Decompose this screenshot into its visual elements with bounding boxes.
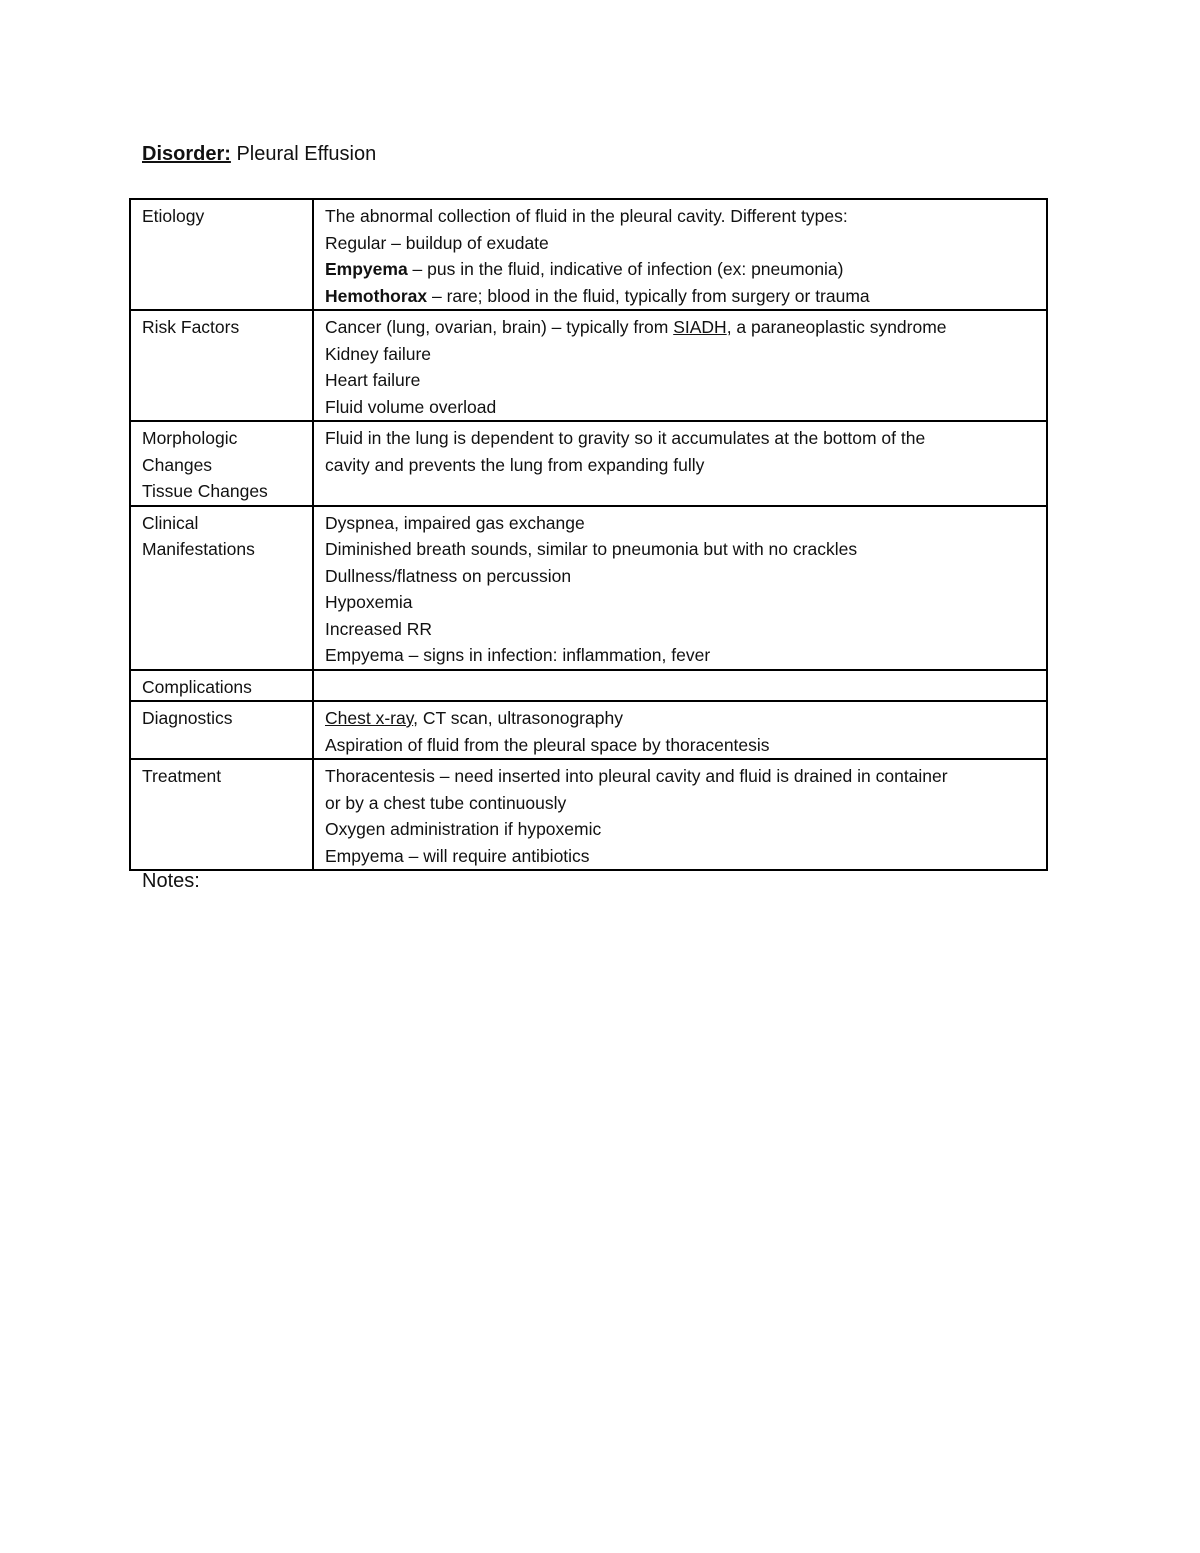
content-line bbox=[325, 816, 1038, 843]
line-text: Fluid volume overload bbox=[325, 396, 497, 417]
table-row bbox=[130, 701, 1047, 759]
line-text: Regular – buildup of exudate bbox=[325, 232, 549, 253]
content-line bbox=[325, 642, 1038, 669]
line-text: Dullness/flatness on percussion bbox=[325, 565, 572, 586]
content-line bbox=[325, 367, 1038, 394]
line-text: cavity and prevents the lung from expanding fully bbox=[325, 454, 705, 475]
row-content-cell bbox=[313, 701, 1047, 759]
content-line bbox=[325, 230, 1038, 257]
content-line bbox=[325, 341, 1038, 368]
row-label-cell bbox=[130, 759, 313, 870]
row-label: Complications bbox=[142, 676, 252, 697]
content-line bbox=[325, 790, 1038, 817]
line-text: Dyspnea, impaired gas exchange bbox=[325, 512, 585, 533]
line-text: Heart failure bbox=[325, 370, 421, 390]
line-text: Thoracentesis – need inserted into pleural cavity and fluid is drained in container bbox=[325, 766, 948, 786]
row-label-cell bbox=[130, 421, 313, 506]
table-row bbox=[130, 199, 1047, 310]
line-text: Diminished breath sounds, similar to pneumonia but with no crackles bbox=[325, 539, 858, 559]
disorder-table-body bbox=[130, 199, 1047, 870]
line-text: Oxygen administration if hypoxemic bbox=[325, 819, 602, 839]
content-line bbox=[325, 563, 1038, 590]
bold-term: Empyema bbox=[325, 259, 408, 279]
line-text: Empyema – signs in infection: inflammation, fever bbox=[325, 645, 711, 665]
row-label: Tissue Changes bbox=[142, 481, 268, 501]
content-line bbox=[325, 256, 1038, 283]
row-label-cell bbox=[130, 701, 313, 759]
disorder-label: Disorder: bbox=[142, 143, 231, 165]
row-content-cell bbox=[313, 670, 1047, 702]
row-content-cell bbox=[313, 421, 1047, 506]
row-content-cell bbox=[313, 310, 1047, 421]
row-label-cell bbox=[130, 506, 313, 670]
notes-label: Notes: bbox=[142, 870, 200, 892]
bold-term: Hemothorax bbox=[325, 285, 428, 306]
row-label-cell bbox=[130, 670, 313, 702]
row-label-cell bbox=[130, 310, 313, 421]
disorder-name: Pleural Effusion bbox=[236, 143, 377, 165]
disorder-table bbox=[129, 198, 1048, 871]
row-content-cell bbox=[313, 199, 1047, 310]
line-text: The abnormal collection of fluid in the pleural cavity. Different types: bbox=[325, 206, 848, 226]
line-text: Kidney failure bbox=[325, 343, 432, 364]
row-label: Clinical bbox=[142, 512, 199, 533]
line-text: Hypoxemia bbox=[325, 592, 413, 612]
content-line bbox=[325, 732, 1038, 759]
content-line bbox=[325, 843, 1038, 870]
content-line bbox=[325, 425, 1038, 452]
content-line bbox=[325, 510, 1038, 537]
row-label: Manifestations bbox=[142, 539, 255, 559]
content-line bbox=[325, 203, 1038, 230]
line-text-rest: , a paraneoplastic syndrome bbox=[726, 317, 947, 337]
content-line bbox=[325, 763, 1038, 790]
line-text: Aspiration of fluid from the pleural space by thoracentesis bbox=[325, 734, 770, 755]
table-row bbox=[130, 421, 1047, 506]
row-content-cell bbox=[313, 506, 1047, 670]
table-row bbox=[130, 670, 1047, 702]
content-line bbox=[325, 616, 1038, 643]
content-line bbox=[325, 283, 1038, 310]
row-label: Changes bbox=[142, 454, 213, 475]
content-line bbox=[325, 705, 1038, 732]
underlined-term: SIADH bbox=[673, 317, 727, 337]
content-line bbox=[325, 394, 1038, 421]
content-line bbox=[325, 589, 1038, 616]
row-content-cell bbox=[313, 759, 1047, 870]
row-label: Treatment bbox=[142, 766, 222, 786]
line-text: – pus in the fluid, indicative of infection (ex: pneumonia) bbox=[407, 259, 844, 279]
underlined-term: Chest x-ray bbox=[325, 708, 414, 728]
row-label-cell bbox=[130, 199, 313, 310]
row-label: Risk Factors bbox=[142, 317, 240, 337]
row-label: Etiology bbox=[142, 206, 205, 226]
content-line bbox=[325, 536, 1038, 563]
disorder-heading bbox=[142, 143, 376, 166]
row-label: Diagnostics bbox=[142, 708, 233, 728]
line-text: Cancer (lung, ovarian, brain) – typically from bbox=[325, 317, 674, 337]
line-text: Fluid in the lung is dependent to gravity so it accumulates at the bottom of the bbox=[325, 428, 926, 448]
line-text: Increased RR bbox=[325, 618, 432, 639]
line-text: Empyema – will require antibiotics bbox=[325, 845, 590, 866]
line-text: – rare; blood in the fluid, typically from surgery or trauma bbox=[427, 285, 870, 306]
table-row bbox=[130, 310, 1047, 421]
line-text: or by a chest tube continuously bbox=[325, 792, 567, 813]
table-row bbox=[130, 759, 1047, 870]
content-line bbox=[325, 452, 1038, 479]
content-line bbox=[325, 314, 1038, 341]
row-label: Morphologic bbox=[142, 428, 238, 448]
table-row bbox=[130, 506, 1047, 670]
line-text-rest: , CT scan, ultrasonography bbox=[413, 708, 623, 728]
